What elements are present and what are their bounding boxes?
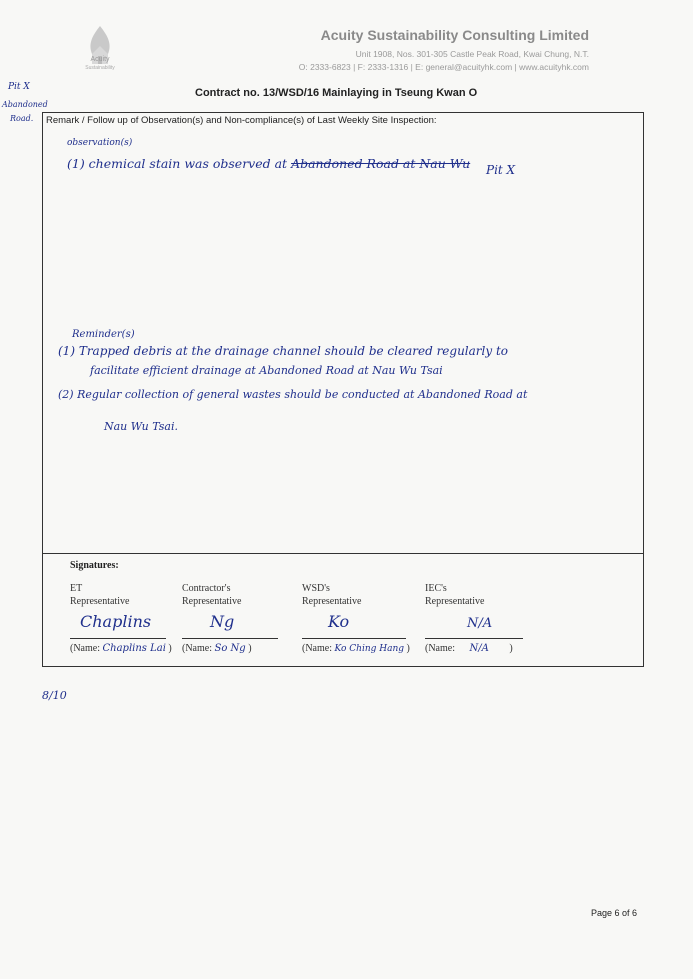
company-contact: O: 2333-6823 | F: 2333-1316 | E: general@acuityhk.com | www.acuityhk.com (298, 62, 589, 72)
reminder-item-2-line-2: Nau Wu Tsai. (104, 420, 178, 433)
remark-heading: Remark / Follow up of Observation(s) and Non-compliance(s) of Last Weekly Site Inspection: (46, 115, 437, 126)
name-hand-iec: N/A (469, 643, 489, 654)
reminder-item-1-line-1: (1) Trapped debris at the drainage channel should be cleared regularly to (58, 344, 509, 358)
signature-et: Chaplins (80, 612, 152, 631)
signature-wsd: Ko (328, 612, 350, 631)
observation-item-1-suffix: Pit X (486, 163, 516, 177)
margin-note-road: Road. (10, 114, 34, 123)
name-label-et: (Name: Chaplins Lai ) (70, 643, 172, 654)
signature-line (70, 638, 166, 639)
role-line-1: ET (70, 583, 83, 594)
reminders-title: Reminder(s) (72, 329, 135, 340)
role-line-2: Representative (302, 596, 362, 607)
name-label-iec: (Name: N/A ) (425, 643, 513, 654)
name-hand-wsd: Ko Ching Hang (334, 644, 405, 654)
role-line-2: Representative (425, 596, 485, 607)
reminder-item-2-line-1: (2) Regular collection of general wastes should be conducted at Abandoned Road at (58, 388, 528, 401)
contract-title: Contract no. 13/WSD/16 Mainlaying in Tseung Kwan O (195, 87, 478, 99)
observations-title: observation(s) (67, 138, 133, 148)
signature-line (425, 638, 523, 639)
signature-line (182, 638, 278, 639)
signature-column-et (70, 582, 129, 608)
signature-column-iec (425, 582, 484, 608)
observation-item-1-struck: Abandoned Road at Nau Wu (291, 156, 471, 171)
observation-item-1 (67, 156, 470, 171)
logo-tagline: Sustainability (85, 65, 115, 71)
role-line-2: Representative (182, 596, 242, 607)
role-line-1: IEC's (425, 583, 447, 594)
signature-line (302, 638, 406, 639)
observation-item-1-prefix: (1) chemical stain was observed at (67, 156, 288, 171)
name-hand-contractor: So Ng (214, 643, 246, 654)
name-hand-et: Chaplins Lai (102, 643, 166, 654)
margin-note-pitx: Pit X (8, 82, 30, 92)
signature-contractor: Ng (210, 612, 235, 631)
name-label-wsd: (Name: Ko Ching Hang ) (302, 643, 410, 654)
role-line-1: Contractor's (182, 583, 231, 594)
company-address: Unit 1908, Nos. 301-305 Castle Peak Road, Kwai Chung, N.T. (355, 49, 589, 59)
signatures-heading: Signatures: (70, 560, 119, 571)
name-label-contractor: (Name: So Ng ) (182, 643, 252, 654)
margin-note-abandoned: Abandoned (2, 100, 48, 109)
signature-column-wsd (302, 582, 361, 608)
page-number: Page 6 of 6 (590, 908, 637, 918)
handwritten-date: 8/10 (42, 689, 67, 702)
signature-iec: N/A (467, 616, 493, 631)
role-line-2: Representative (70, 596, 130, 607)
company-name: Acuity Sustainability Consulting Limited (320, 27, 589, 43)
signature-column-contractor (182, 582, 241, 608)
reminder-item-1-line-2: facilitate efficient drainage at Abandoned Road at Nau Wu Tsai (90, 364, 443, 377)
role-line-1: WSD's (302, 583, 330, 594)
logo-text: Acuity (90, 56, 110, 63)
